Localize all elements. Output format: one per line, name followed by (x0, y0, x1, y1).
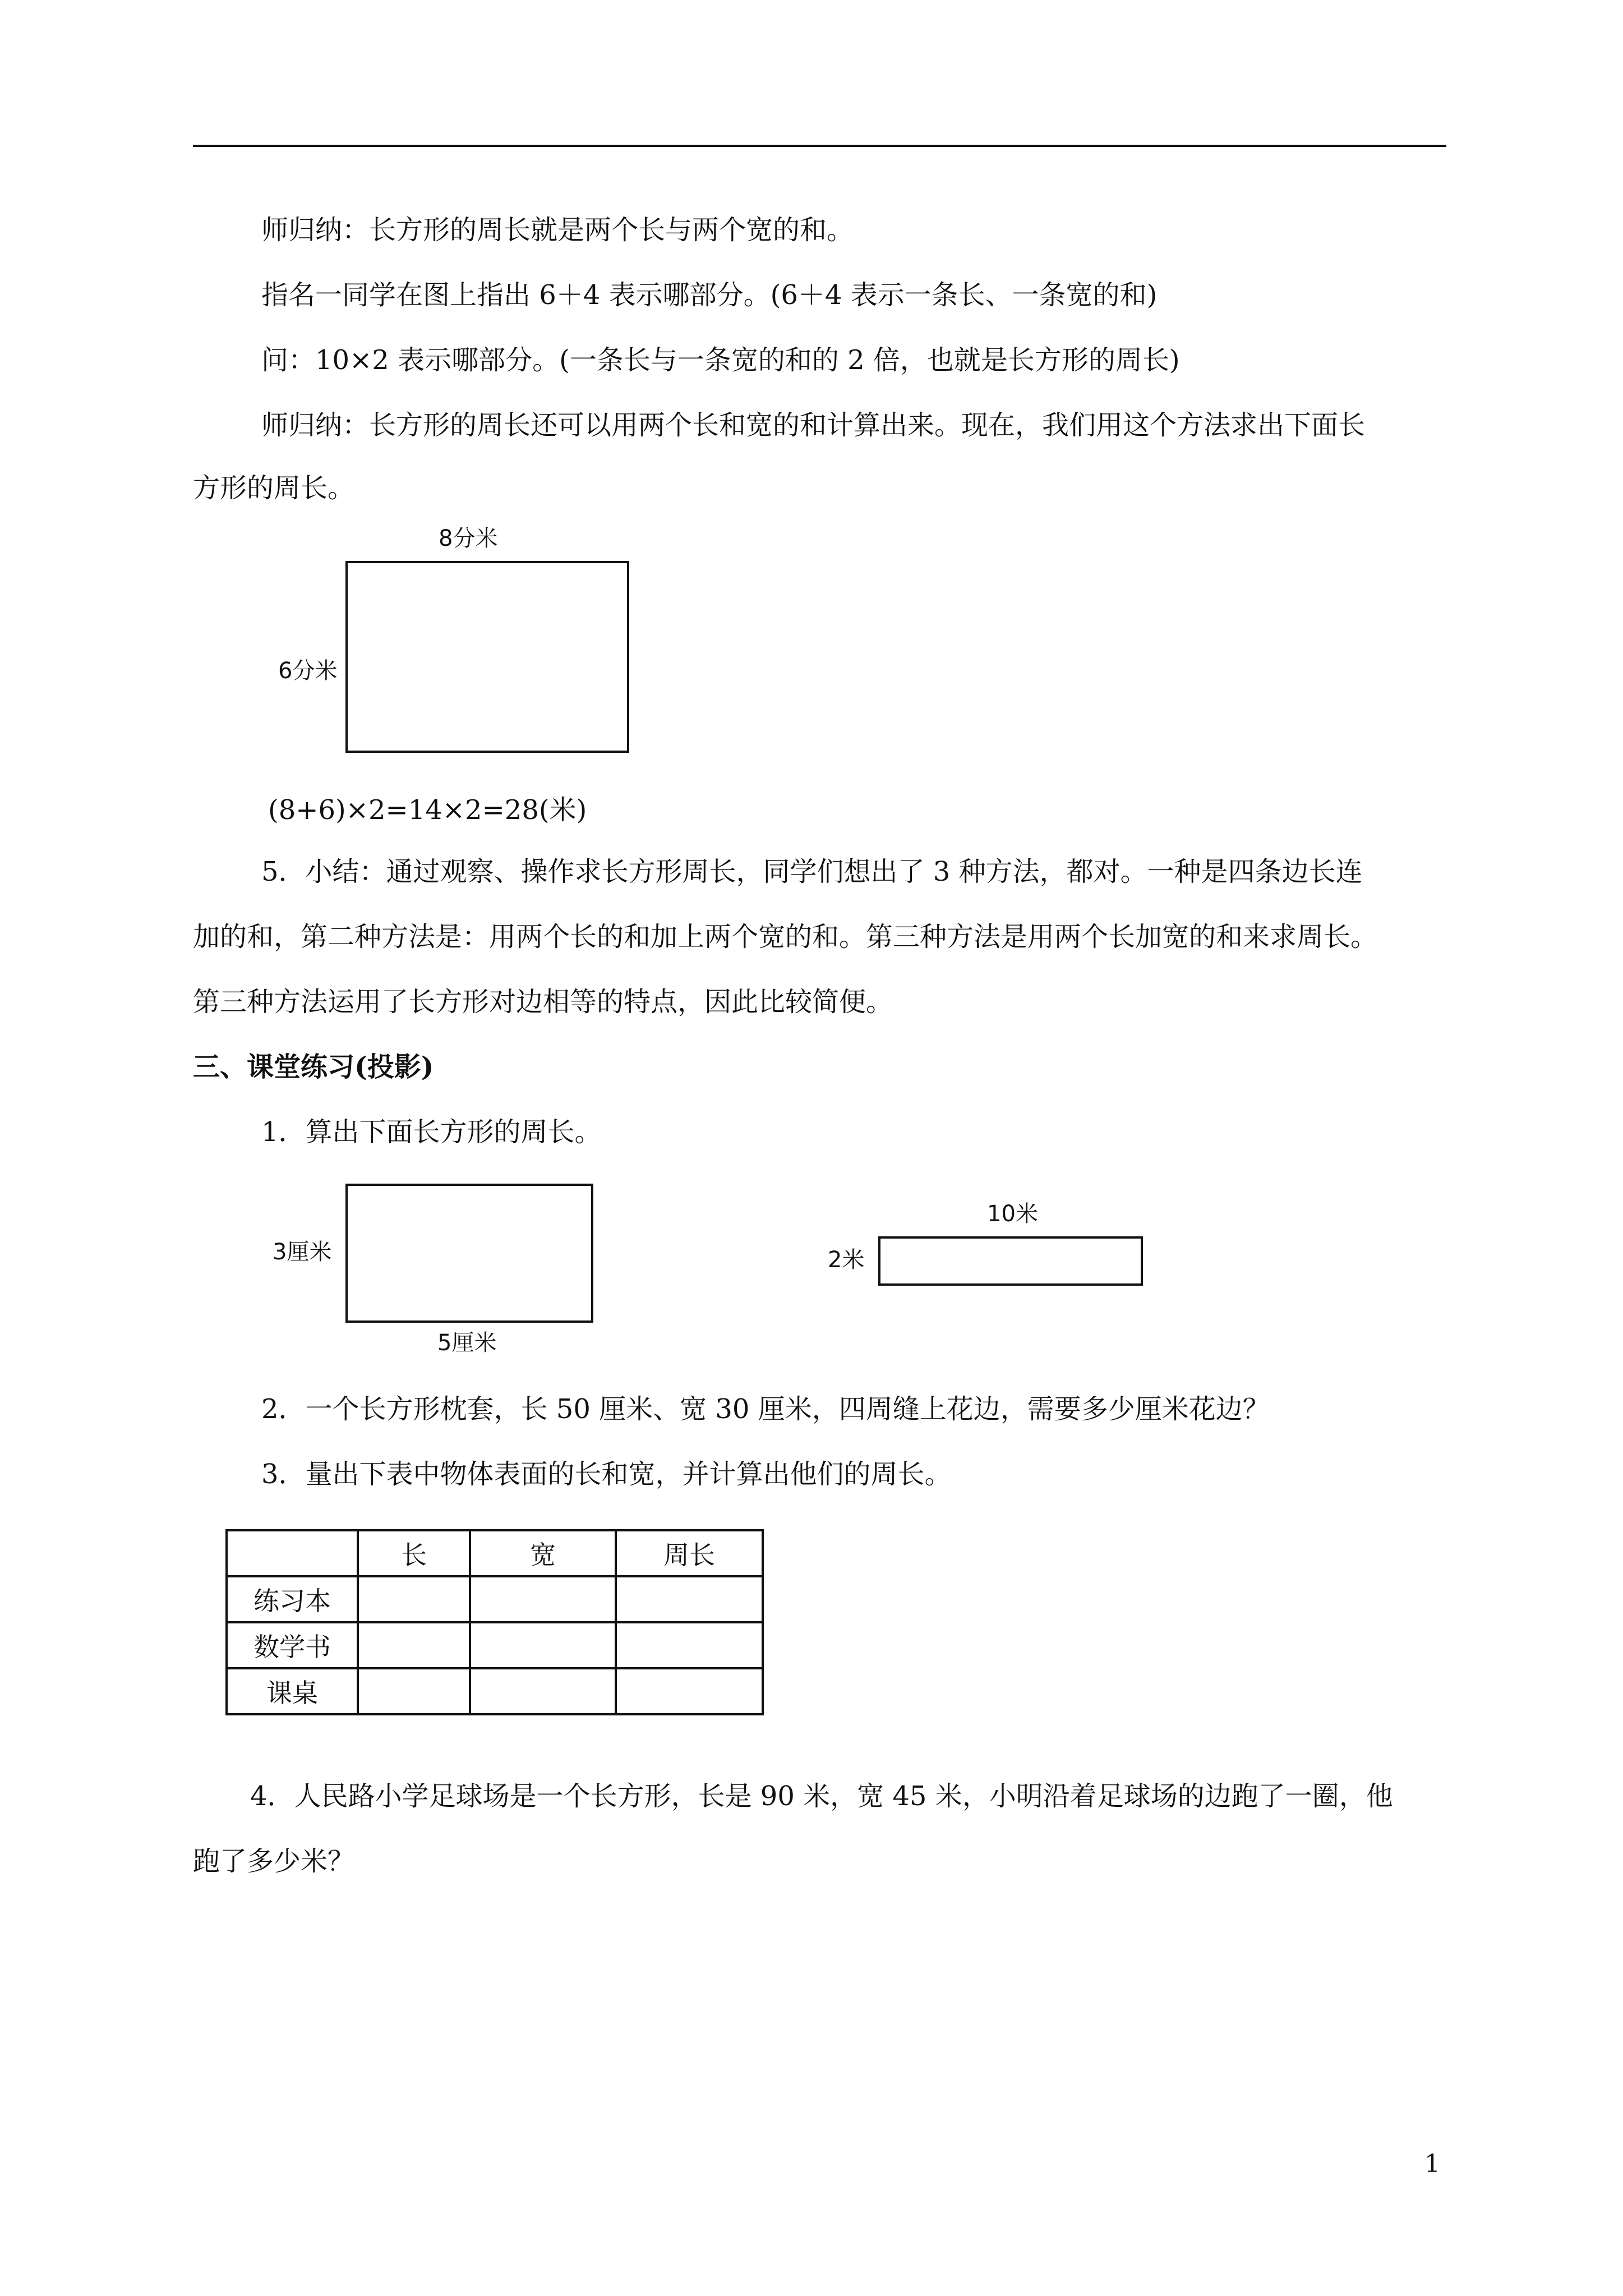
section-heading: 三、课堂练习(投影) (193, 1051, 434, 1083)
exercise-3: 3．量出下表中物体表面的长和宽，并计算出他们的周长。 (261, 1458, 952, 1490)
table-row (227, 1668, 763, 1714)
table-cell (358, 1576, 470, 1622)
table-header-cell (227, 1530, 358, 1576)
paragraph-summary-1: 师归纳：长方形的周长就是两个长与两个宽的和。 (261, 214, 854, 246)
fig1-rectangle (345, 561, 629, 753)
fig3-rectangle (878, 1236, 1143, 1286)
measurement-table (225, 1529, 764, 1715)
table-row-label: 数学书 (227, 1622, 358, 1668)
header-rule (193, 145, 1446, 147)
table-cell (470, 1668, 616, 1714)
summary-line3: 第三种方法运用了长方形对边相等的特点，因此比较简便。 (193, 986, 893, 1018)
table-header-row (227, 1530, 763, 1576)
fig2-rectangle (345, 1184, 593, 1323)
summary-line1: 5．小结：通过观察、操作求长方形周长，同学们想出了 3 种方法，都对。一种是四条边长连 (261, 856, 1363, 887)
table-cell (616, 1576, 763, 1622)
fig3-length-label: 10米 (987, 1201, 1038, 1227)
table-row-label: 课桌 (227, 1668, 358, 1714)
table-cell (470, 1622, 616, 1668)
paragraph-summary-2-line2: 方形的周长。 (193, 472, 355, 504)
paragraph-point-out: 指名一同学在图上指出 6＋4 表示哪部分。(6＋4 表示一条长、一条宽的和) (261, 279, 1158, 311)
exercise-4-line2: 跑了多少米？ (193, 1846, 355, 1877)
table-cell (616, 1668, 763, 1714)
fig1-length-label: 8分米 (439, 526, 498, 551)
fig3-width-label: 2米 (828, 1247, 865, 1273)
table-header-cell: 宽 (470, 1530, 616, 1576)
page-number: 1 (1424, 2150, 1440, 2178)
table-row (227, 1576, 763, 1622)
table-cell (470, 1576, 616, 1622)
table-header-cell: 周长 (616, 1530, 763, 1576)
table-cell (358, 1668, 470, 1714)
table-row-label: 练习本 (227, 1576, 358, 1622)
fig2-length-label: 5厘米 (437, 1330, 497, 1356)
exercise-4-line1: 4．人民路小学足球场是一个长方形，长是 90 米，宽 45 米，小明沿着足球场的边跑了一圈，他 (250, 1780, 1393, 1812)
paragraph-summary-2-line1: 师归纳：长方形的周长还可以用两个长和宽的和计算出来。现在，我们用这个方法求出下面长 (261, 409, 1366, 441)
fig1-width-label: 6分米 (278, 658, 338, 684)
table-row (227, 1622, 763, 1668)
exercise-2: 2．一个长方形枕套，长 50 厘米、宽 30 厘米，四周缝上花边，需要多少厘米花边？ (261, 1393, 1270, 1425)
table-cell (358, 1622, 470, 1668)
table-cell (616, 1622, 763, 1668)
fig2-width-label: 3厘米 (273, 1239, 332, 1265)
paragraph-question: 问：10×2 表示哪部分。(一条长与一条宽的和的 2 倍，也就是长方形的周长) (261, 344, 1180, 376)
exercise-1: 1．算出下面长方形的周长。 (261, 1116, 602, 1148)
summary-line2: 加的和，第二种方法是：用两个长的和加上两个宽的和。第三种方法是用两个长加宽的和来求周长。 (193, 921, 1378, 953)
formula: (8+6)×2=14×2=28(米) (268, 794, 587, 826)
table-header-cell: 长 (358, 1530, 470, 1576)
